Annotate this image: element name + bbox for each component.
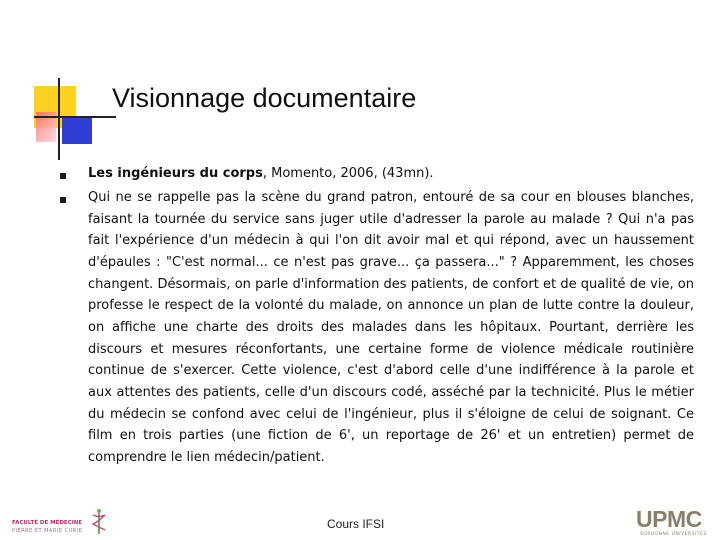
bullet-item-2: Qui ne se rappelle pas la scène du grand patron, entouré de sa cour en blouses blanches, faisant la tournée du service sans juger utile d'adresser la parole au malade ? Qui n'a pas fait l'expérience d'un médecin à qui l'on dit avoir mal et qui répond, avec un haussement d'épaules : "C'est normal... ce n'est pas grave... ça passera..." ? Apparemment, les choses changent. Désormais, on parle d'information des patients, de confort et de qualité de vie, on professe le respect de la volonté du malade, on annonce un plan de lutte contre la douleur, on affiche une charte des droits des malades dans les hôpitaux. Pourtant, derrière les discours et mesures réconfortants, une certaine forme de violence médicale routinière continue de s'exercer. Cette violence, c'est d'abord celle d'une indifférence à la parole et aux attentes des patients, celle d'un discours codé, asséché par la technicité. Plus le métier du médecin se confond avec celui de l'ingénieur, plus il s'éloigne de celui de soignant. Ce film en trois parties (une fiction de 6', un reportage de 26' et un entretien) permet de comprendre le lien médecin/patient. [88, 190, 694, 465]
caduceus-icon [88, 508, 110, 536]
bullet-square-icon [60, 173, 66, 179]
decor-blue-square [62, 116, 92, 144]
film-title: Les ingénieurs du corps [88, 166, 263, 181]
faculty-logo [8, 508, 118, 538]
decor-horizontal-line [34, 116, 116, 118]
upmc-logo [636, 508, 718, 538]
film-details: , Momento, 2006, (43mn). [262, 166, 434, 181]
footer-label: Cours IFSI [327, 517, 385, 531]
bullet-item-1 [88, 163, 694, 185]
decor-vertical-line [58, 78, 60, 160]
slide-title: Visionnage documentaire [112, 83, 417, 113]
bullet-square-icon [60, 197, 66, 203]
upmc-logo-text: UPMC [636, 506, 702, 532]
faculty-logo-line1: FACULTÉ DE MÉDECINE [12, 520, 83, 526]
faculty-logo-line2: PIERRE ET MARIE CURIE [12, 528, 83, 534]
upmc-logo-subtitle: SORBONNE UNIVERSITÉS [640, 532, 707, 537]
